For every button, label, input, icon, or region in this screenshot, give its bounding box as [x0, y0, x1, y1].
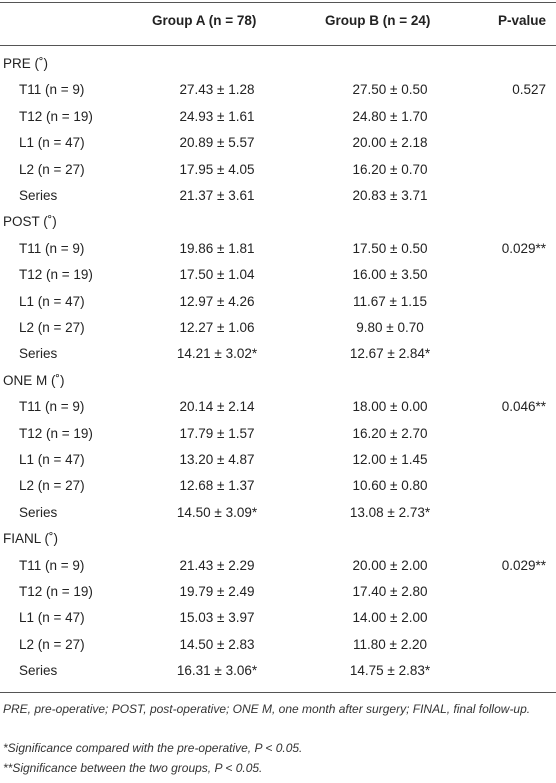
header-group-a: Group A (n = 78): [152, 13, 257, 28]
group-b-value: 11.67 ± 1.15: [353, 293, 427, 309]
row-label: L1 (n = 47): [19, 293, 85, 309]
group-a-value: 21.43 ± 2.29: [179, 557, 255, 573]
group-a-value: 17.50 ± 1.04: [179, 267, 255, 283]
group-b-value: 16.20 ± 0.70: [352, 161, 428, 177]
group-b-value: 16.00 ± 3.50: [352, 267, 428, 283]
group-b-value: 24.80 ± 1.70: [352, 108, 428, 124]
group-a-value: 20.89 ± 5.57: [179, 135, 255, 151]
group-a-value: 12.97 ± 4.26: [179, 293, 255, 309]
group-b-value: 17.40 ± 2.80: [352, 584, 428, 599]
row-label: L2 (n = 27): [19, 320, 85, 335]
group-a-value: 16.31 ± 3.06*: [176, 663, 258, 679]
footnote-significance-preop: *Significance compared with the pre-operative, P < 0.05.: [3, 741, 303, 755]
row-label: T11 (n = 9): [19, 557, 85, 573]
table-row: [0, 558, 556, 584]
row-label: Series: [19, 504, 58, 520]
group-b-value: 12.67 ± 2.84*: [349, 346, 431, 362]
section-label: POST (˚): [3, 214, 57, 230]
section-label: PRE (˚): [3, 56, 48, 71]
section-label: FIANL (˚): [3, 531, 58, 547]
table-row: [0, 267, 556, 293]
section-row: [0, 214, 556, 240]
group-b-value: 16.20 ± 2.70: [352, 425, 428, 441]
section-row: [0, 373, 556, 399]
row-label: T12 (n = 19): [19, 267, 93, 283]
table-row: [0, 584, 556, 610]
p-value: 0.046**: [501, 399, 546, 415]
table-row: [0, 637, 556, 663]
group-a-value: 21.37 ± 3.61: [179, 188, 255, 203]
group-a-value: 14.21 ± 3.02*: [176, 346, 258, 362]
group-a-value: 17.95 ± 4.05: [179, 161, 255, 177]
table-header-rule: [0, 45, 556, 46]
table-row: [0, 241, 556, 267]
table-row: [0, 109, 556, 135]
row-label: L2 (n = 27): [19, 478, 85, 494]
group-a-value: 19.86 ± 1.81: [179, 240, 255, 256]
group-a-value: 27.43 ± 1.28: [179, 82, 255, 98]
row-label: T12 (n = 19): [19, 108, 93, 124]
row-label: L2 (n = 27): [19, 161, 85, 177]
group-a-value: 17.79 ± 1.57: [179, 425, 255, 441]
table-top-rule: [0, 2, 556, 3]
row-label: L1 (n = 47): [19, 135, 85, 151]
group-b-value: 20.00 ± 2.18: [352, 135, 428, 151]
group-b-value: 10.60 ± 0.80: [352, 478, 428, 494]
table-bottom-rule: [0, 692, 556, 693]
group-b-value: 20.83 ± 3.71: [352, 188, 428, 203]
table-row: [0, 478, 556, 504]
row-label: T11 (n = 9): [19, 82, 85, 98]
section-label: ONE M (˚): [3, 372, 65, 388]
group-a-value: 12.27 ± 1.06: [179, 320, 255, 335]
group-b-value: 13.08 ± 2.73*: [349, 504, 431, 520]
group-b-value: 14.75 ± 2.83*: [349, 663, 431, 679]
group-b-value: 18.00 ± 0.00: [352, 399, 428, 415]
table-row: [0, 188, 556, 214]
p-value: 0.029**: [501, 240, 546, 256]
row-label: Series: [19, 663, 58, 679]
group-a-value: 12.68 ± 1.37: [179, 478, 255, 494]
table-row: [0, 505, 556, 531]
row-label: L1 (n = 47): [19, 452, 85, 467]
row-label: L2 (n = 27): [19, 636, 85, 652]
group-a-value: 15.03 ± 3.97: [179, 610, 255, 626]
row-label: T12 (n = 19): [19, 584, 93, 599]
table-row: [0, 162, 556, 188]
row-label: T12 (n = 19): [19, 425, 93, 441]
footnote-significance-groups: **Significance between the two groups, P < 0.05.: [3, 761, 263, 775]
p-value: 0.029**: [501, 557, 546, 573]
row-label: T11 (n = 9): [19, 240, 85, 256]
row-label: L1 (n = 47): [19, 610, 85, 626]
group-b-value: 11.80 ± 2.20: [353, 636, 427, 652]
group-a-value: 13.20 ± 4.87: [179, 452, 255, 467]
group-a-value: 14.50 ± 2.83: [179, 636, 255, 652]
row-label: T11 (n = 9): [19, 399, 85, 415]
table-row: [0, 346, 556, 372]
group-a-value: 24.93 ± 1.61: [179, 108, 255, 124]
group-a-value: 20.14 ± 2.14: [179, 399, 255, 415]
group-b-value: 27.50 ± 0.50: [352, 82, 428, 98]
row-label: Series: [19, 346, 58, 362]
table-row: [0, 452, 556, 478]
group-b-value: 12.00 ± 1.45: [352, 452, 428, 467]
table-row: [0, 135, 556, 161]
table-row: [0, 663, 556, 689]
group-b-value: 14.00 ± 2.00: [352, 610, 428, 626]
table-row: [0, 426, 556, 452]
group-b-value: 17.50 ± 0.50: [352, 240, 428, 256]
section-row: [0, 56, 556, 82]
header-p-value: P-value: [497, 13, 546, 28]
section-row: [0, 531, 556, 557]
p-value: 0.527: [512, 82, 546, 98]
table-row: [0, 82, 556, 108]
table-row: [0, 320, 556, 346]
header-group-b: Group B (n = 24): [325, 13, 431, 28]
table-row: [0, 610, 556, 636]
group-a-value: 14.50 ± 3.09*: [176, 504, 258, 520]
row-label: Series: [19, 188, 58, 203]
footnote-abbreviations: PRE, pre-operative; POST, post-operative; ONE M, one month after surgery; FINAL, final follow-up.: [3, 702, 531, 716]
group-b-value: 20.00 ± 2.00: [352, 557, 428, 573]
table-row: [0, 294, 556, 320]
group-a-value: 19.79 ± 2.49: [179, 584, 255, 599]
table-row: [0, 399, 556, 425]
group-b-value: 9.80 ± 0.70: [356, 320, 424, 335]
